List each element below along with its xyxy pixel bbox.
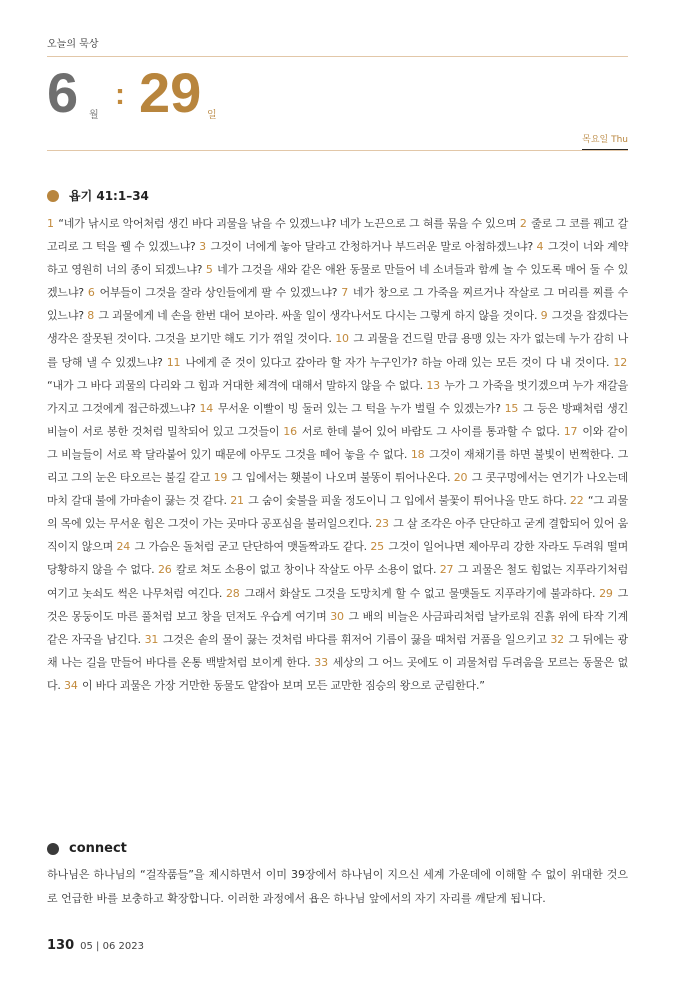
- verse-number: 19: [213, 471, 228, 485]
- verse-number: 27: [439, 563, 454, 577]
- verse-text: 무서운 이빨이 빙 둘러 있는 그 턱을 누가 벌릴 수 있겠는가?: [217, 401, 501, 415]
- verse-number: 26: [157, 563, 172, 577]
- verse-text: 그것이 너에게 놓아 달라고 간청하거나 부드러운 말로 아첨하겠느냐?: [210, 240, 533, 254]
- verse-text: 그것이 너와 계약하고 영원히 너의 종이 되겠느냐?: [47, 240, 629, 277]
- verse-number: 33: [314, 655, 328, 669]
- bullet-dot-icon: [47, 843, 59, 855]
- verse-text: 그 괴물을 건드릴 만큼 용맹 있는 자가 없는데 누가 감히 나를 당해 낼 수 있겠느냐?: [47, 332, 629, 369]
- verse-text: “내가 그 바다 괴물의 다리와 그 힘과 거대한 체격에 대해서 말하지 않을 수 없다.: [47, 378, 423, 392]
- verse-text: 서로 한데 붙어 있어 바람도 그 사이를 통과할 수 없다.: [301, 424, 560, 438]
- verse-number: 17: [563, 424, 578, 438]
- verse-number: 18: [410, 447, 425, 461]
- verse-text: 이와 같이 그 비늘들이 서로 꽉 달라붙어 있기 때문에 아무도 그것을 떼어 놓을 수 없다.: [47, 424, 628, 461]
- verse-text: 줄로 그 코를 꿰고 갈고리로 그 턱을 꿸 수 있겠느냐?: [47, 217, 629, 254]
- verse-number: 25: [370, 540, 384, 554]
- verse-number: 11: [166, 355, 181, 369]
- connect-heading: [47, 841, 127, 856]
- verse-text: 그 등은 방패처럼 생긴 비늘이 서로 봉한 것처럼 밀착되어 있고 그것들이: [47, 401, 629, 438]
- verse-text: 그 괴물에게 네 손을 한번 대어 보아라. 싸울 일이 생각나서도 다시는 그렇게 하지 않을 것이다.: [98, 309, 538, 323]
- verse-number: 16: [283, 424, 297, 438]
- verse-text: 어부들이 그것을 잘라 상인들에게 팔 수 있겠느냐?: [99, 286, 338, 300]
- verse-number: 12: [613, 355, 628, 369]
- verse-text: 그 가슴은 돌처럼 굳고 단단하여 맷돌짝과도 같다.: [134, 540, 367, 554]
- verse-number: 23: [375, 517, 389, 531]
- connect-body: 하나님은 하나님의 “걸작품들”을 제시하면서 이미 39장에서 하나님이 지으신 세계 가운데에 이해할 수 없이 위대한 것으로 언급한 바를 보충하고 확장합니다. 이러한 과정에서 욥은 하나님 앞에서의 자기 자리를 깨닫게 됩니다.: [47, 868, 628, 905]
- verse-number: 1: [47, 217, 54, 230]
- verse-number: 32: [550, 632, 564, 646]
- verse-text: 이 바다 괴물은 가장 거만한 동물도 얕잡아 보며 모든 교만한 짐승의 왕으로 군림한다.”: [81, 678, 485, 692]
- verse-number: 10: [335, 332, 349, 346]
- verse-text: 그래서 화살도 그것을 도망치게 할 수 없고 물맷돌도 지푸라기에 불과하다.: [244, 586, 596, 600]
- verse-text: 네가 창으로 그 가죽을 찌르거나 작살로 그 머리를 찌를 수 있느냐?: [47, 286, 629, 323]
- verse-text: 칼로 쳐도 소용이 없고 창이나 작살도 아무 소용이 없다.: [176, 563, 437, 577]
- day-number: 29: [139, 61, 202, 124]
- verse-text: 그 살 조각은 아주 단단하고 굳게 결합되어 있어 움직이지 않으며: [47, 517, 629, 554]
- verse-number: 31: [144, 632, 159, 646]
- weekday-label: 목요일 Thu: [582, 135, 628, 145]
- verse-number: 7: [341, 286, 348, 300]
- issue-date: 05 | 06 2023: [80, 941, 144, 952]
- verse-number: 5: [205, 263, 213, 277]
- verse-text: 그 콧구멍에서는 연기가 나오는데 마치 갈대 불에 가마솥이 끓는 것 같다.: [47, 471, 629, 508]
- page-number: 130: [47, 938, 75, 953]
- verse-number: 6: [87, 286, 95, 300]
- verse-text: 그 배의 비늘은 사금파리처럼 날카로워 진흙 위에 타작 기계 같은 자국을 남긴다.: [47, 609, 629, 646]
- verse-text: 네가 그것을 새와 같은 애완 동물로 만들어 네 소녀들과 함께 놀 수 있도록 매어 둘 수 있겠느냐?: [47, 263, 629, 300]
- verse-text: 그 뒤에는 광채 나는 길을 만들어 바다를 온통 백발처럼 보이게 한다.: [47, 632, 628, 669]
- verse-text: 누가 그 가죽을 벗기겠으며 누가 재갈을 가지고 그것에게 접근하겠느냐?: [47, 378, 629, 415]
- verse-number: 30: [330, 609, 344, 623]
- header-divider: [47, 150, 628, 151]
- verse-text: “네가 낚시로 악어처럼 생긴 바다 괴물을 낚을 수 있겠느냐? 네가 노끈으로 그 혀를 묶을 수 있으며: [58, 217, 517, 230]
- scripture-text: [47, 212, 628, 697]
- verse-text: 나에게 준 것이 있다고 갚아라 할 자가 누구인가? 하늘 아래 있는 모든 것이 다 내 것이다.: [185, 355, 610, 369]
- verse-text: 그 괴물은 철도 힘없는 지푸라기처럼 여기고 놋쇠도 썩은 나무처럼 여긴다.: [47, 563, 628, 600]
- verse-text: 그것은 솥의 물이 끓는 것처럼 바다를 휘저어 기름이 끓을 때처럼 거품을 일으키고: [162, 632, 547, 646]
- verse-number: 22: [569, 494, 584, 508]
- verse-number: 14: [199, 401, 214, 415]
- verse-text: 그 입에서는 횃불이 나오며 불똥이 튀어나온다.: [231, 471, 451, 485]
- section-label: 오늘의 묵상: [47, 39, 99, 50]
- verse-number: 24: [116, 540, 131, 554]
- month-number: 6: [47, 61, 79, 124]
- verse-number: 8: [87, 309, 95, 323]
- page-footer: [47, 938, 144, 953]
- verse-number: 3: [199, 240, 206, 254]
- connect-title: connect: [69, 841, 127, 856]
- verse-number: 34: [64, 678, 78, 692]
- verse-number: 29: [599, 586, 613, 600]
- verse-text: “그 괴물의 목에 있는 무서운 힘은 그것이 가는 곳마다 공포심을 불러일으킨다.: [47, 494, 629, 531]
- bullet-dot-icon: [47, 190, 59, 202]
- verse-number: 9: [540, 309, 548, 323]
- passage-reference: 욥기 41:1–34: [69, 189, 149, 203]
- verse-text: 그것이 일어나면 제아무리 강한 자라도 두려워 떨며 당황하지 않을 수 없다.: [47, 540, 628, 577]
- verse-number: 4: [536, 240, 544, 254]
- verse-number: 21: [230, 494, 244, 508]
- verse-number: 28: [225, 586, 240, 600]
- verse-number: 2: [519, 217, 527, 230]
- month-unit: 월: [89, 110, 99, 121]
- top-divider: [47, 56, 628, 57]
- verse-text: 그것은 몽둥이도 마른 풀처럼 보고 창을 던져도 우습게 여기며: [47, 586, 629, 623]
- date-separator: :: [115, 78, 125, 111]
- verse-text: 세상의 그 어느 곳에도 이 괴물처럼 두려움을 모르는 동물은 없다.: [47, 655, 629, 692]
- day-unit: 일: [207, 110, 217, 121]
- verse-text: 그것이 재채기를 하면 불빛이 번쩍한다. 그리고 그의 눈은 타오르는 불길 같고: [47, 447, 628, 485]
- verse-text: 그 숨이 숯불을 피울 정도이니 그 입에서 불꽃이 튀어나올 만도 하다.: [248, 494, 567, 508]
- verse-number: 20: [453, 471, 468, 485]
- verse-number: 13: [426, 378, 440, 392]
- passage-heading: [47, 187, 149, 204]
- verse-text: 그것을 잡겠다는 생각은 잘못된 것이다. 그것을 보기만 해도 기가 꺾일 것이다.: [47, 309, 629, 346]
- verse-number: 15: [504, 401, 519, 415]
